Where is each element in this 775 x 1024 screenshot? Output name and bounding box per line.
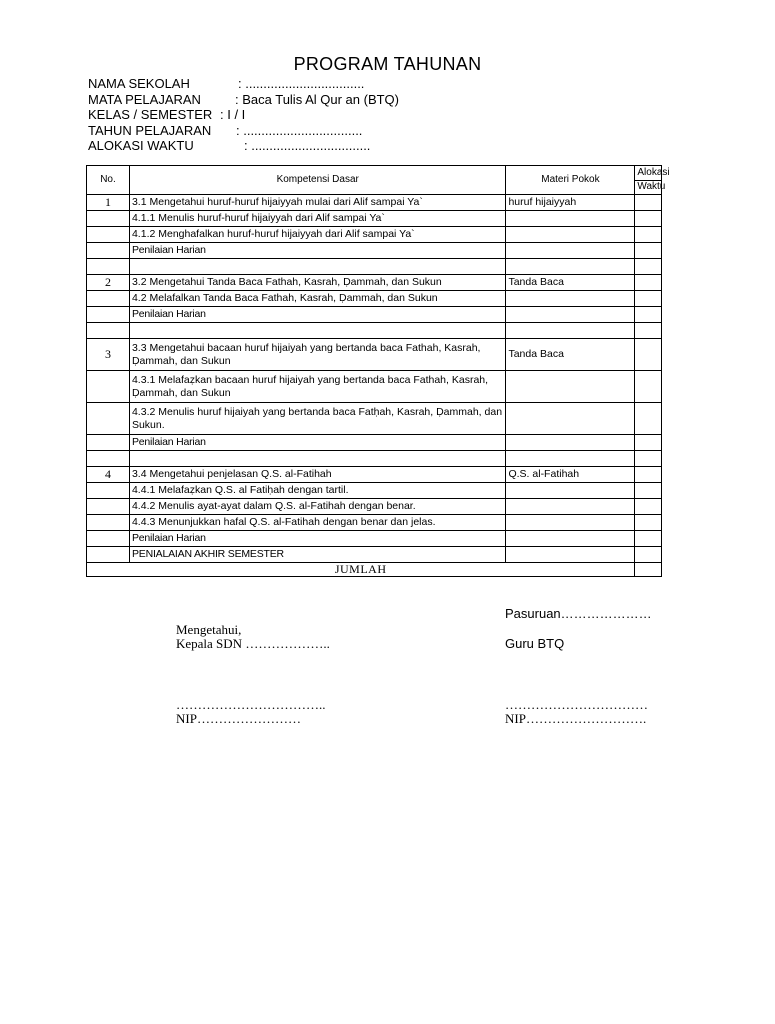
competency-cell: 4.4.2 Menulis ayat-ayat dalam Q.S. al-Fatihah dengan benar. (129, 499, 506, 515)
material-cell: Tanda Baca (506, 339, 635, 371)
material-cell (506, 403, 635, 435)
competency-cell: 4.1.2 Menghafalkan huruf-huruf hijaiyyah dari Alif sampai Ya` (129, 227, 506, 243)
material-cell (506, 291, 635, 307)
info-row-class (88, 107, 399, 123)
row-number: 4 (87, 467, 130, 483)
row-number (87, 307, 130, 323)
row-number: 3 (87, 339, 130, 371)
time-cell (635, 499, 662, 515)
teacher-nip: NIP………………………. (505, 711, 647, 726)
time-cell (635, 323, 662, 339)
time-cell (635, 531, 662, 547)
material-cell (506, 243, 635, 259)
time-cell (635, 291, 662, 307)
material-cell (506, 499, 635, 515)
row-number (87, 291, 130, 307)
time-cell (635, 435, 662, 451)
time-cell (635, 227, 662, 243)
row-number (87, 243, 130, 259)
time-cell (635, 451, 662, 467)
time-cell (635, 275, 662, 291)
info-value: : ................................. (236, 122, 363, 138)
total-label: JUMLAH (87, 563, 635, 577)
material-cell (506, 435, 635, 451)
header-kompetensi-dasar: Kompetensi Dasar (129, 166, 506, 195)
competency-cell: 4.2 Melafalkan Tanda Baca Fathah, Kasrah, Ḍammah, dan Sukun (129, 291, 506, 307)
material-cell (506, 323, 635, 339)
info-row-time (88, 138, 399, 154)
competency-cell: 4.4.1 Melafaẓkan Q.S. al Fatiḥah dengan tartil. (129, 483, 506, 499)
competency-cell: 4.4.3 Menunjukkan hafal Q.S. al-Fatihah dengan benar dan jelas. (129, 515, 506, 531)
principal-label: Kepala SDN ……………….. (176, 636, 330, 651)
material-cell (506, 307, 635, 323)
time-cell (635, 339, 662, 371)
competency-cell: 4.1.1 Menulis huruf-huruf hijaiyyah dari Alif sampai Ya` (129, 211, 506, 227)
assessment-cell: Penilaian Harian (129, 307, 506, 323)
time-cell (635, 483, 662, 499)
row-number (87, 499, 130, 515)
assessment-cell: Penilaian Harian (129, 243, 506, 259)
info-value: : Baca Tulis Al Qur an (BTQ) (235, 91, 399, 107)
row-number (87, 403, 130, 435)
program-table (86, 165, 670, 577)
teacher-signature-line: …………………………… (505, 697, 648, 712)
material-cell (506, 259, 635, 275)
competency-cell: 4.3.2 Menulis huruf hijaiyah yang bertanda baca Fatḥah, Kasrah, Ḍammah, dan Sukun. (129, 403, 506, 435)
info-value: : ................................. (238, 76, 365, 91)
row-number (87, 547, 130, 563)
time-cell (635, 243, 662, 259)
competency-cell (129, 451, 506, 467)
material-cell (506, 227, 635, 243)
info-row-subject (88, 92, 399, 108)
row-number: 1 (87, 195, 130, 211)
assessment-cell: Penilaian Harian (129, 435, 506, 451)
competency-cell: 4.3.1 Melafaẓkan bacaan huruf hijaiyah yang bertanda baca Fathah, Kasrah, Ḍammah, dan Sukun (129, 371, 506, 403)
row-number (87, 227, 130, 243)
total-value (635, 563, 662, 577)
info-label: MATA PELAJARAN (88, 91, 201, 107)
competency-cell: 3.2 Mengetahui Tanda Baca Fathah, Kasrah, Ḍammah, dan Sukun (129, 275, 506, 291)
info-row-year (88, 123, 399, 139)
material-cell (506, 451, 635, 467)
principal-signature-line: …………………………….. (176, 697, 326, 712)
page-title: PROGRAM TAHUNAN (293, 54, 482, 74)
identity-block (88, 76, 399, 154)
competency-cell: 3.1 Mengetahui huruf-huruf hijaiyyah mulai dari Alif sampai Ya` (129, 195, 506, 211)
time-cell (635, 259, 662, 275)
teacher-label: Guru BTQ (505, 636, 565, 651)
time-cell (635, 195, 662, 211)
row-number (87, 435, 130, 451)
info-value: : ................................. (244, 138, 371, 153)
time-cell (635, 547, 662, 563)
info-row-school (88, 76, 399, 92)
info-label: NAMA SEKOLAH (88, 76, 190, 91)
time-cell (635, 307, 662, 323)
final-assessment-cell: PENIALAIAN AKHIR SEMESTER (129, 547, 506, 563)
header-materi-pokok: Materi Pokok (506, 166, 635, 195)
time-cell (635, 467, 662, 483)
header-no: No. (87, 166, 130, 195)
row-number (87, 323, 130, 339)
row-number (87, 371, 130, 403)
principal-nip: NIP…………………… (176, 711, 301, 726)
competency-cell: 3.4 Mengetahui penjelasan Q.S. al-Fatihah (129, 467, 506, 483)
approval-label: Mengetahui, (176, 622, 242, 637)
competency-cell (129, 259, 506, 275)
material-cell (506, 531, 635, 547)
material-cell: Tanda Baca (506, 275, 635, 291)
header-alokasi: Alokasi (635, 166, 662, 181)
material-cell (506, 515, 635, 531)
row-number (87, 259, 130, 275)
material-cell (506, 211, 635, 227)
info-label: ALOKASI WAKTU (88, 138, 194, 153)
header-waktu: Waktu (635, 181, 662, 195)
time-cell (635, 515, 662, 531)
material-cell (506, 371, 635, 403)
time-cell (635, 211, 662, 227)
competency-cell (129, 323, 506, 339)
material-cell (506, 547, 635, 563)
material-cell (506, 483, 635, 499)
info-label: KELAS / SEMESTER (88, 107, 213, 122)
info-label: TAHUN PELAJARAN (88, 122, 212, 138)
time-cell (635, 371, 662, 403)
row-number (87, 531, 130, 547)
row-number: 2 (87, 275, 130, 291)
competency-cell: 3.3 Mengetahui bacaan huruf hijaiyah yang bertanda baca Fathah, Kasrah, Ḍammah, dan Sukun (129, 339, 506, 371)
place-date: Pasuruan………………… (505, 606, 652, 621)
row-number (87, 211, 130, 227)
material-cell: huruf hijaiyyah (506, 195, 635, 211)
row-number (87, 483, 130, 499)
time-cell (635, 403, 662, 435)
info-value: : I / I (220, 107, 246, 122)
assessment-cell: Penilaian Harian (129, 531, 506, 547)
row-number (87, 515, 130, 531)
row-number (87, 451, 130, 467)
material-cell: Q.S. al-Fatihah (506, 467, 635, 483)
